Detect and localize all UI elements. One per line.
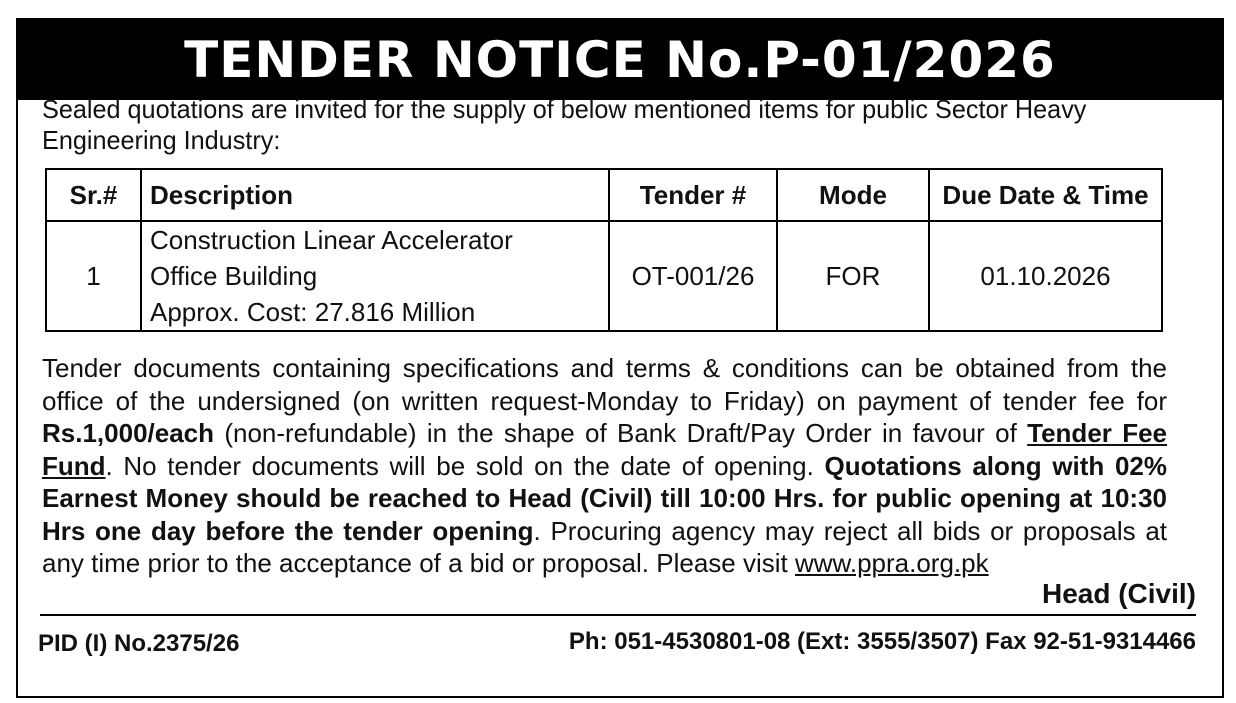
tender-fee-fund: Tender Fee Fund: [42, 418, 1168, 481]
terms-text: Tender documents containing specifications and terms & conditions can be obtained from the office of the undersigned (on written request-Monday to Friday) on payment of tender fee for: [42, 353, 1167, 416]
ppra-link[interactable]: www.ppra.org.pk: [794, 548, 989, 578]
header-description: Description: [141, 169, 609, 221]
header-sr: Sr.#: [46, 169, 141, 221]
pid-number: PID (I) No.2375/26: [38, 630, 240, 657]
table-header-row: [46, 169, 1162, 221]
cell-description: [141, 221, 609, 331]
terms-text: . No tender documents will be sold on the date of opening.: [105, 450, 825, 481]
signatory: Head (Civil): [1041, 578, 1196, 609]
cell-sr: 1: [46, 221, 141, 331]
header-tender-no: Tender #: [609, 169, 777, 221]
notice-title: TENDER NOTICE No.P-01/2026: [18, 20, 1222, 100]
tender-fee: Rs.1,000/each: [42, 418, 215, 448]
earnest-money-notice: Quotations along with 02% Earnest Money should be reached to Head (Civil) till 10:00 Hrs. for public opening at 10:30 Hrs one day before the tender opening: [42, 450, 1167, 546]
contact-phone-fax: Ph: 051-4530801-08 (Ext: 3555/3507) Fax 92-51-9314466: [568, 628, 1196, 655]
terms-text: . Procuring agency may reject all bids or proposals at any time prior to the acceptance of a bid or proposal. Please visit: [42, 515, 1168, 578]
intro-text: Sealed quotations are invited for the supply of below mentioned items for public Sector Heavy Engineering Industry:: [42, 94, 1087, 155]
table-row: [46, 221, 1162, 331]
description-line: Office Building: [150, 261, 318, 291]
description-cost: Approx. Cost: 27.816 Million: [150, 297, 476, 327]
footer-divider: [40, 614, 1196, 616]
terms-paragraph: [42, 352, 1167, 580]
terms-text: (non-refundable) in the shape of Bank Draft/Pay Order in favour of: [214, 418, 1028, 448]
cell-due-date: 01.10.2026: [929, 221, 1162, 331]
header-due-date: Due Date & Time: [929, 169, 1162, 221]
items-table: [45, 168, 1163, 332]
header-mode: Mode: [777, 169, 929, 221]
cell-mode: FOR: [777, 221, 929, 331]
cell-tender-no: OT-001/26: [609, 221, 777, 331]
description-line: Construction Linear Accelerator: [150, 225, 513, 255]
